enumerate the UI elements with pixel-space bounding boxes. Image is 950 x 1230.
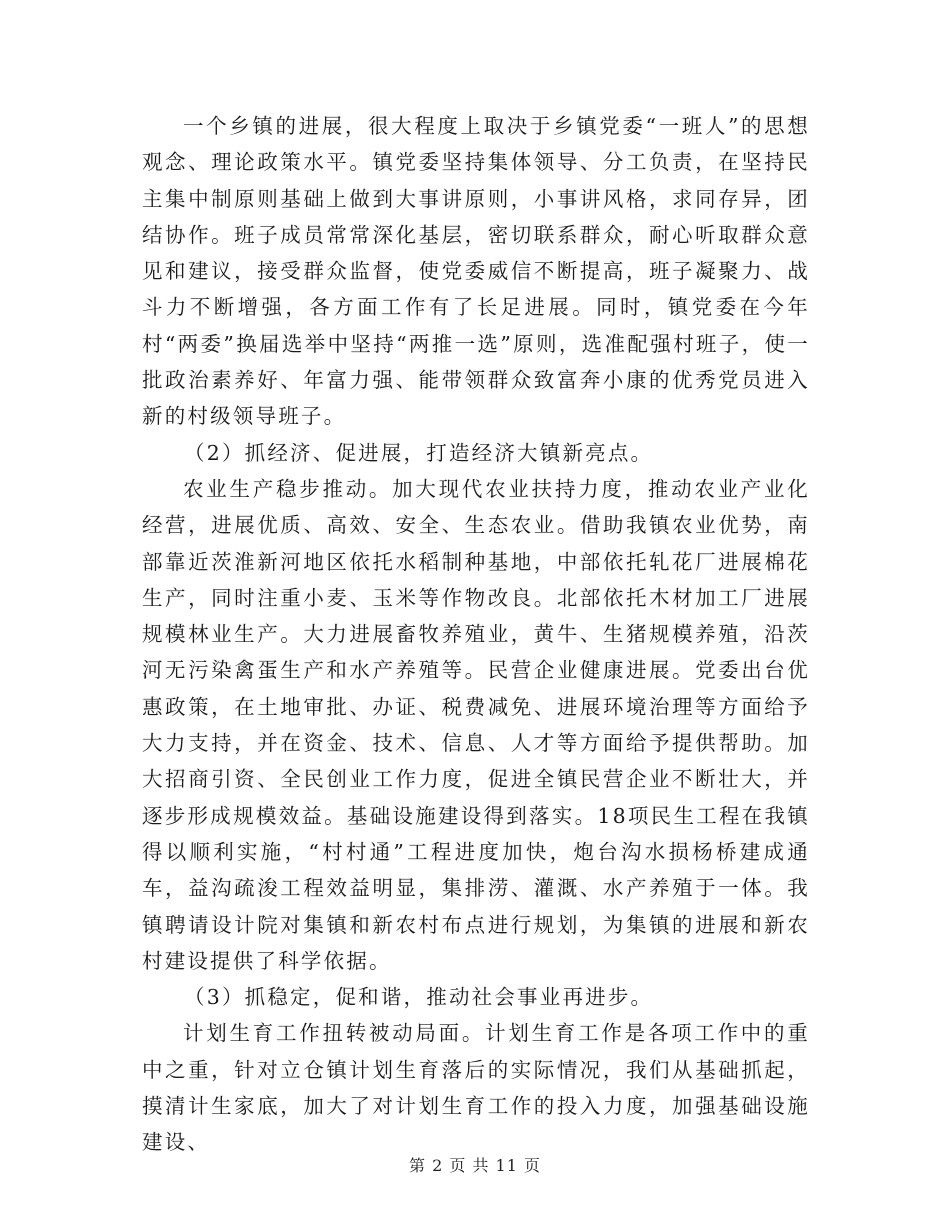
footer-middle: 页 共 (449, 1156, 490, 1175)
footer-current-page: 2 (432, 1156, 444, 1175)
paragraph-family-planning: 计划生育工作扭转被动局面。计划生育工作是各项工作中的重中之重，针对立仓镇计划生育落后的实际情况，我们从基础抓起，摸清计生家底，加大了对计划生育工作的投入力度，加强基础设施建设、 (142, 1021, 810, 1155)
document-body (142, 108, 810, 1161)
footer-suffix: 页 (524, 1156, 542, 1175)
footer-prefix: 第 (408, 1156, 426, 1175)
paragraph-party-committee: 一个乡镇的进展，很大程度上取决于乡镇党委“一班人”的思想观念、理论政策水平。镇党委坚持集体领导、分工负责，在坚持民主集中制原则基础上做到大事讲原则，小事讲风格，求同存异，团结协作。班子成员常常深化基层，密切联系群众，耐心听取群众意见和建议，接受群众监督，使党委威信不断提高，班子凝聚力、战斗力不断增强，各方面工作有了长足进展。同时，镇党委在今年村“两委”换届选举中坚持“两推一选”原则，选准配强村班子，使一批政治素养好、年富力强、能带领群众致富奔小康的优秀党员进入新的村级领导班子。 (142, 114, 810, 429)
paragraph-economy: 农业生产稳步推动。加大现代农业扶持力度，推动农业产业化经营，进展优质、高效、安全、生态农业。借助我镇农业优势，南部靠近茨淮新河地区依托水稻制种基地，中部依托轧花厂进展棉花生产，同时注重小麦、玉米等作物改良。北部依托木材加工厂进展规模林业生产。大力进展畜牧养殖业，黄牛、生猪规模养殖，沿茨河无污染禽蛋生产和水产养殖等。民营企业健康进展。党委出台优惠政策，在土地审批、办证、税费减免、进展环境治理等方面给予大力支持，并在资金、技术、信息、人才等方面给予提供帮助。加大招商引资、全民创业工作力度，促进全镇民营企业不断壮大，并逐步形成规模效益。基础设施建设得到落实。18项民生工程在我镇得以顺利实施，“村村通”工程进度加快，炮台沟水损杨桥建成通车，益沟疏浚工程效益明显，集排涝、灌溉、水产养殖于一体。我镇聘请设计院对集镇和新农村布点进行规划，为集镇的进展和新农村建设提供了科学依据。 (142, 476, 810, 973)
page-footer (0, 1153, 950, 1176)
footer-total-pages: 11 (495, 1156, 518, 1175)
section-heading-economy: （2）抓经济、促进展，打造经济大镇新亮点。 (184, 440, 654, 465)
section-heading-stability: （3）抓稳定，促和谐，推动社会事业再进步。 (184, 985, 654, 1010)
